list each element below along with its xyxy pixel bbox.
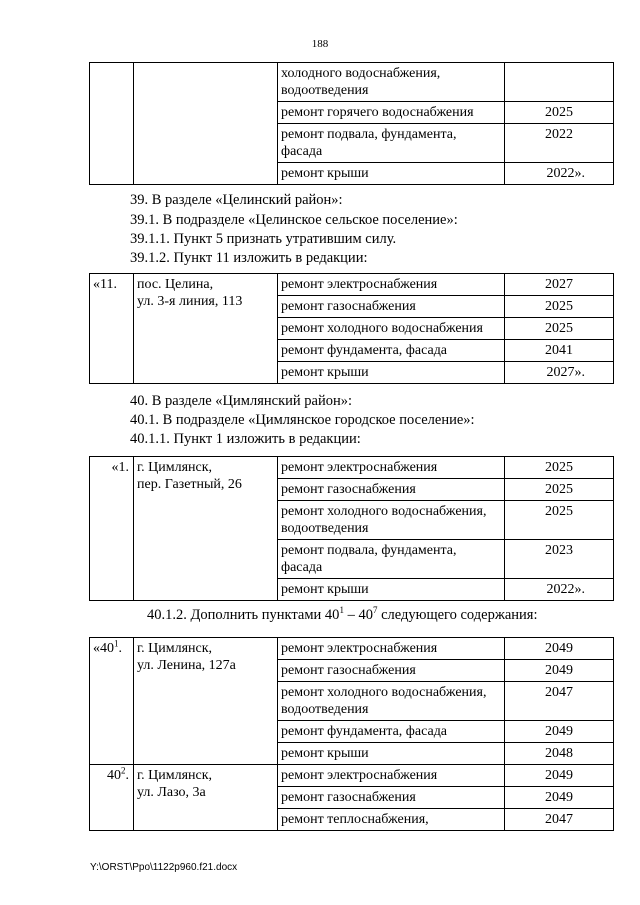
- year-cell: 2047: [505, 809, 614, 831]
- table-row: [90, 274, 614, 296]
- work-cell: ремонт газоснабжения: [278, 787, 505, 809]
- address-cell: [134, 765, 278, 831]
- address-line: ул. Ленина, 127а: [137, 658, 236, 673]
- table-continuation: [89, 62, 614, 185]
- work-cell: холодного водоснабжения, водоотведения: [278, 63, 505, 102]
- year-cell: 2027».: [505, 362, 614, 384]
- year-cell: 2022: [505, 124, 614, 163]
- work-cell: ремонт газоснабжения: [278, 479, 505, 501]
- item-number: «40: [93, 641, 114, 656]
- paragraph-40-1-1: 40.1.1. Пункт 1 изложить в редакции:: [130, 431, 361, 447]
- table-item-1: [89, 456, 614, 601]
- work-cell: ремонт крыши: [278, 743, 505, 765]
- year-cell: 2022».: [505, 163, 614, 185]
- year-cell: 2025: [505, 501, 614, 540]
- work-cell: ремонт холодного водоснабжения: [278, 318, 505, 340]
- paragraph-40-1-2: [147, 606, 538, 624]
- address-cell: [134, 274, 278, 384]
- num-cell: [90, 765, 134, 831]
- superscript: 1: [114, 638, 119, 649]
- work-cell: ремонт подвала, фундамента, фасада: [278, 540, 505, 579]
- year-cell: 2025: [505, 318, 614, 340]
- item-number-suffix: .: [118, 641, 122, 656]
- address-line: пос. Целина,: [137, 277, 214, 292]
- paragraph-39-1-1: 39.1.1. Пункт 5 признать утратившим силу.: [130, 231, 397, 247]
- paragraph-40: 40. В разделе «Цимлянский район»:: [130, 393, 352, 409]
- work-cell: ремонт электроснабжения: [278, 457, 505, 479]
- table-row: [90, 765, 614, 787]
- year-cell: 2027: [505, 274, 614, 296]
- address-line: г. Цимлянск,: [137, 768, 213, 783]
- address-cell: [134, 63, 278, 185]
- year-cell: [505, 63, 614, 102]
- num-cell: [90, 63, 134, 185]
- year-cell: 2025: [505, 457, 614, 479]
- work-cell: ремонт холодного водоснабжения, водоотведения: [278, 682, 505, 721]
- work-cell: ремонт фундамента, фасада: [278, 721, 505, 743]
- year-cell: 2049: [505, 638, 614, 660]
- year-cell: 2049: [505, 660, 614, 682]
- year-cell: 2025: [505, 296, 614, 318]
- work-cell: ремонт крыши: [278, 163, 505, 185]
- year-cell: 2023: [505, 540, 614, 579]
- address-line: пер. Газетный, 26: [137, 477, 242, 492]
- num-cell: «1.: [90, 457, 134, 601]
- superscript: 1: [339, 605, 344, 616]
- address-cell: [134, 457, 278, 601]
- footer-file-path: Y:\ORST\Ppo\1122p960.f21.docx: [90, 862, 238, 873]
- page-number: 188: [311, 38, 329, 50]
- table-item-11: [89, 273, 614, 384]
- superscript: 2: [121, 765, 126, 776]
- address-line: г. Цимлянск,: [137, 641, 213, 656]
- work-cell: ремонт электроснабжения: [278, 765, 505, 787]
- address-cell: [134, 638, 278, 765]
- paragraph-39-1: 39.1. В подразделе «Целинское сельское поселение»:: [130, 212, 458, 228]
- year-cell: 2025: [505, 102, 614, 124]
- table-items-40: [89, 637, 614, 831]
- work-cell: ремонт горячего водоснабжения: [278, 102, 505, 124]
- text-segment: – 40: [343, 607, 373, 623]
- year-cell: 2022».: [505, 579, 614, 601]
- work-cell: ремонт электроснабжения: [278, 638, 505, 660]
- address-line: г. Цимлянск,: [137, 460, 213, 475]
- work-cell: ремонт фундамента, фасада: [278, 340, 505, 362]
- table-row: [90, 638, 614, 660]
- year-cell: 2025: [505, 479, 614, 501]
- year-cell: 2048: [505, 743, 614, 765]
- num-cell: «11.: [90, 274, 134, 384]
- table-row: [90, 63, 614, 102]
- num-cell: [90, 638, 134, 765]
- work-cell: ремонт газоснабжения: [278, 660, 505, 682]
- address-line: ул. Лазо, 3а: [137, 785, 206, 800]
- work-cell: ремонт подвала, фундамента, фасада: [278, 124, 505, 163]
- year-cell: 2047: [505, 682, 614, 721]
- work-cell: ремонт холодного водоснабжения, водоотведения: [278, 501, 505, 540]
- item-number: 40: [107, 768, 121, 783]
- year-cell: 2049: [505, 765, 614, 787]
- work-cell: ремонт теплоснабжения,: [278, 809, 505, 831]
- paragraph-39: 39. В разделе «Целинский район»:: [130, 192, 343, 208]
- table-row: [90, 457, 614, 479]
- superscript: 7: [372, 605, 378, 616]
- year-cell: 2049: [505, 721, 614, 743]
- work-cell: ремонт газоснабжения: [278, 296, 505, 318]
- paragraph-40-1: 40.1. В подразделе «Цимлянское городское поселение»:: [130, 412, 475, 428]
- paragraph-39-1-2: 39.1.2. Пункт 11 изложить в редакции:: [130, 250, 368, 266]
- item-number-suffix: .: [125, 768, 129, 783]
- year-cell: 2049: [505, 787, 614, 809]
- year-cell: 2041: [505, 340, 614, 362]
- work-cell: ремонт крыши: [278, 362, 505, 384]
- work-cell: ремонт электроснабжения: [278, 274, 505, 296]
- text-segment: следующего содержания:: [377, 607, 538, 623]
- text-segment: 40.1.2. Дополнить пунктами 40: [147, 607, 340, 623]
- work-cell: ремонт крыши: [278, 579, 505, 601]
- address-line: ул. 3-я линия, 113: [137, 294, 243, 309]
